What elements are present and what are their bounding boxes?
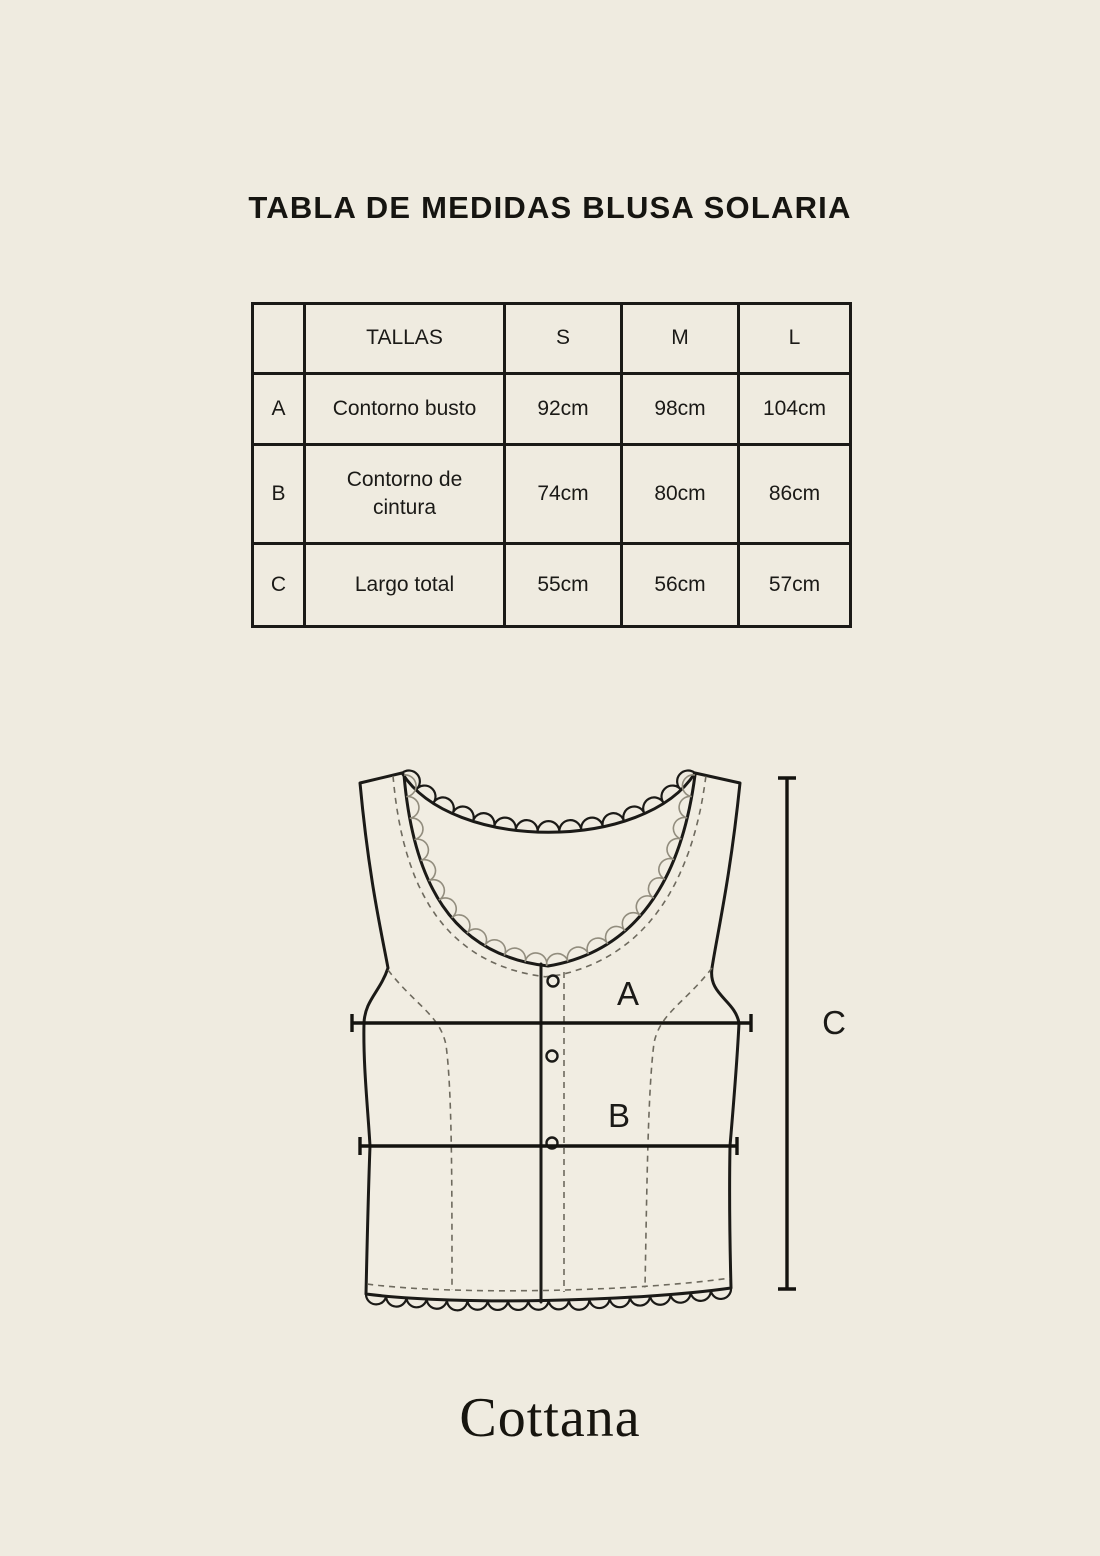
- row-label: Contorno de cintura: [305, 445, 505, 544]
- page-title: TABLA DE MEDIDAS BLUSA SOLARIA: [248, 190, 852, 225]
- value-cell: 57cm: [739, 544, 851, 627]
- length-measure-line: [778, 778, 796, 1289]
- value-cell: 98cm: [622, 374, 739, 445]
- value-cell: 80cm: [622, 445, 739, 544]
- brand-logo: Cottana: [459, 1387, 641, 1449]
- value-cell: 56cm: [622, 544, 739, 627]
- row-key: C: [253, 544, 305, 627]
- button: [548, 976, 559, 987]
- length-label: C: [822, 1004, 846, 1041]
- value-cell: 74cm: [505, 445, 622, 544]
- button: [547, 1051, 558, 1062]
- size-s-header: S: [505, 304, 622, 374]
- row-key: B: [253, 445, 305, 544]
- size-l-header: L: [739, 304, 851, 374]
- row-key: A: [253, 374, 305, 445]
- value-cell: 86cm: [739, 445, 851, 544]
- value-cell: 104cm: [739, 374, 851, 445]
- waist-label: B: [607, 1097, 631, 1134]
- size-m-header: M: [622, 304, 739, 374]
- row-label: Largo total: [305, 544, 505, 627]
- tallas-header: TALLAS: [305, 304, 505, 374]
- value-cell: 55cm: [505, 544, 622, 627]
- value-cell: 92cm: [505, 374, 622, 445]
- row-label: Contorno busto: [305, 374, 505, 445]
- bust-label: A: [616, 975, 640, 1012]
